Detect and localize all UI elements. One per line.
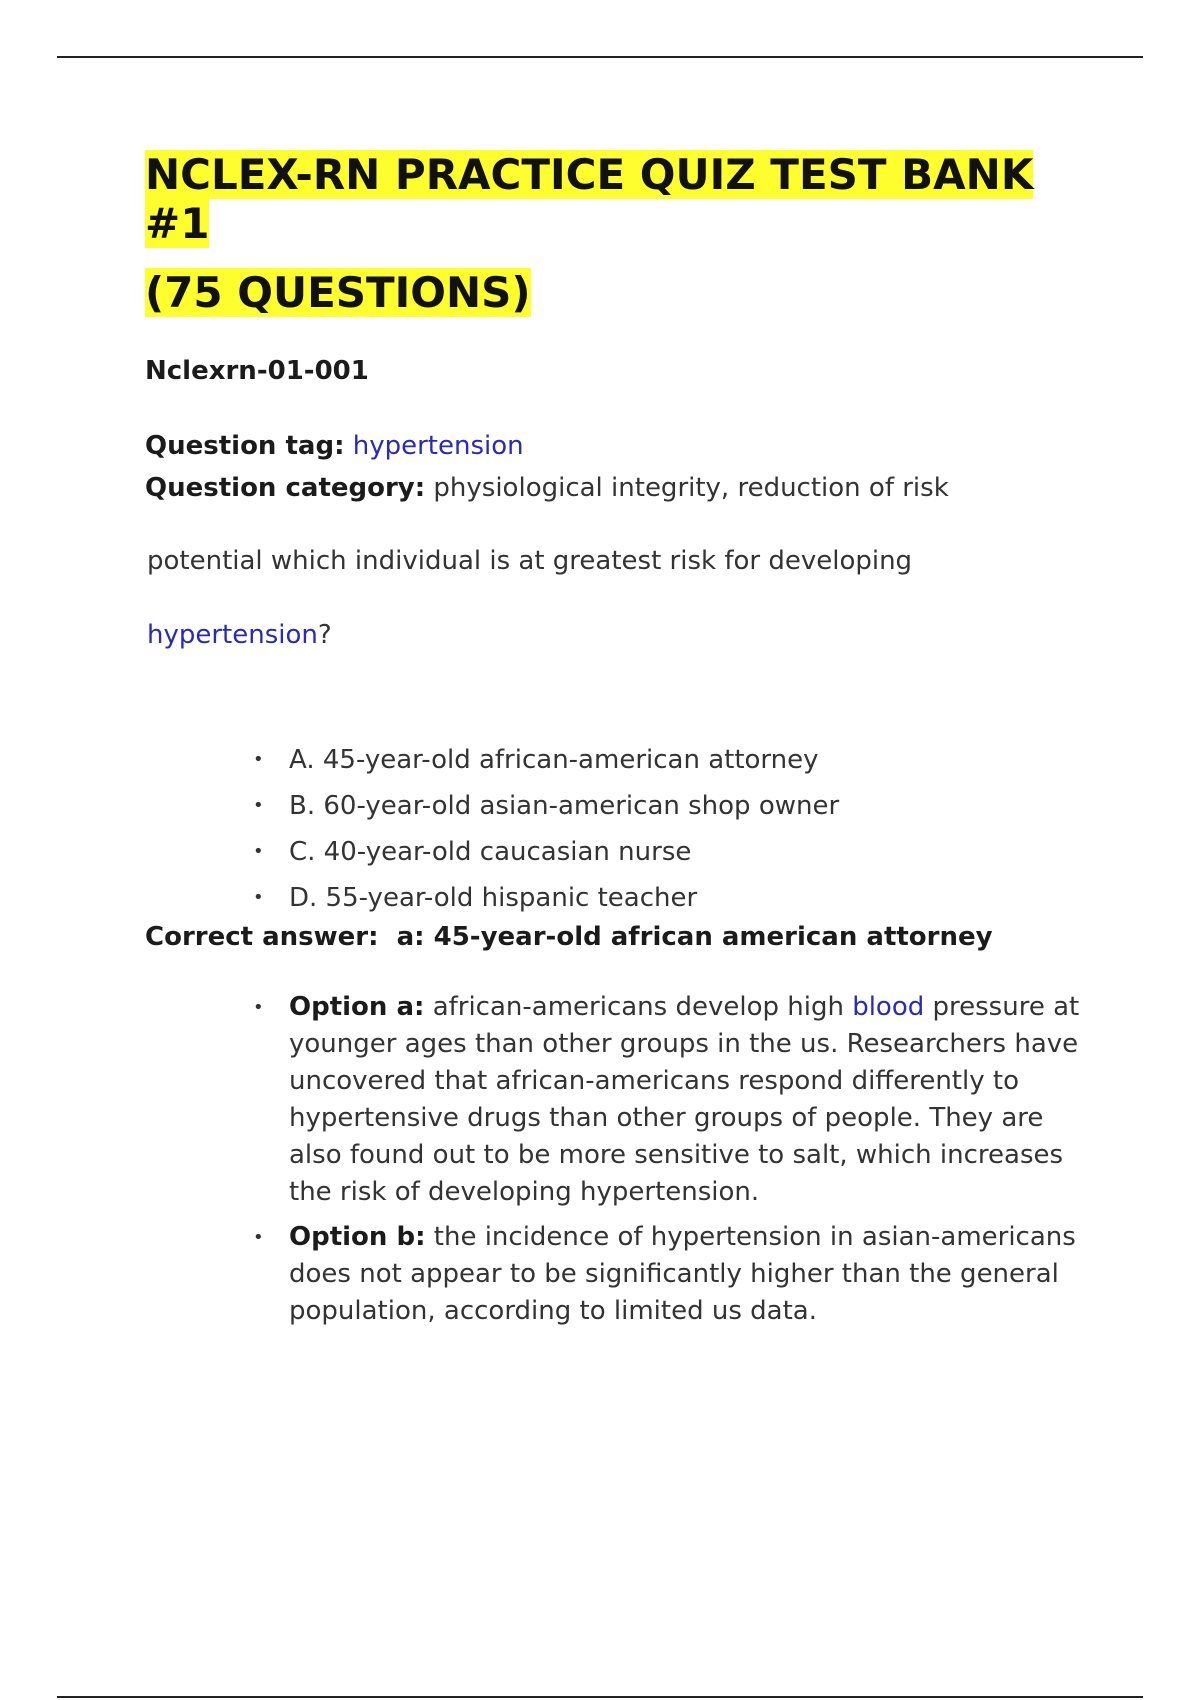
bottom-divider: [57, 1696, 1143, 1698]
document-body: [145, 150, 1105, 1338]
bullet-icon: •: [253, 1227, 264, 1248]
explanation-b: [253, 1219, 1089, 1330]
explanation-a: [253, 989, 1089, 1211]
hypertension-link[interactable]: hypertension: [147, 620, 318, 650]
bullet-icon: •: [253, 887, 264, 908]
question-tag-link[interactable]: hypertension: [352, 431, 524, 461]
blood-link[interactable]: blood: [852, 992, 925, 1022]
question-category-label: Question category:: [145, 473, 426, 503]
bullet-icon: •: [253, 749, 264, 770]
explanation-b-text: the incidence of hypertension in asian-americans does not appear to be significantly higher than the general population, according to limited us data.: [289, 1222, 1076, 1326]
option-a-text: A. 45-year-old african-american attorney: [289, 745, 819, 775]
question-category-value: physiological integrity, reduction of risk: [433, 473, 949, 503]
question-text: potential which individual is at greatest risk for developing: [147, 546, 913, 576]
title-line-2: (75 QUESTIONS): [145, 268, 531, 317]
question-id: Nclexrn-01-001: [145, 356, 369, 386]
explanation-a-pre: african-americans develop high: [432, 992, 844, 1022]
document-title: [145, 150, 1105, 317]
option-b: [253, 783, 1105, 829]
question-mark: ?: [317, 620, 332, 650]
option-a: [253, 737, 1105, 783]
option-c-text: C. 40-year-old caucasian nurse: [289, 837, 692, 867]
bullet-icon: •: [253, 997, 264, 1018]
option-d: [253, 875, 1105, 921]
bullet-icon: •: [253, 841, 264, 862]
bullet-icon: •: [253, 795, 264, 816]
question-tag: [145, 425, 1105, 467]
title-line-1: NCLEX-RN PRACTICE QUIZ TEST BANK #1: [145, 150, 1034, 248]
question-category: [145, 467, 1105, 509]
explanation-a-post: pressure at younger ages than other groups in the us. Researchers have uncovered that african-americans respond differently to hypertensive drugs than other groups of people. They are also found out to be more sensitive to salt, which increases the risk of developing hypertension.: [289, 992, 1080, 1207]
question-text-end: [147, 619, 1105, 651]
question-tag-label: Question tag:: [145, 431, 345, 461]
option-b-text: B. 60-year-old asian-american shop owner: [289, 791, 840, 821]
explanation-b-label: Option b:: [289, 1222, 426, 1252]
option-c: [253, 829, 1105, 875]
correct-answer: Correct answer: a: 45-year-old african american attorney: [145, 922, 993, 952]
option-d-text: D. 55-year-old hispanic teacher: [289, 883, 698, 913]
answer-options: [253, 737, 1105, 921]
explanations-list: [253, 989, 1089, 1330]
top-divider: [57, 56, 1143, 58]
explanation-a-label: Option a:: [289, 992, 425, 1022]
